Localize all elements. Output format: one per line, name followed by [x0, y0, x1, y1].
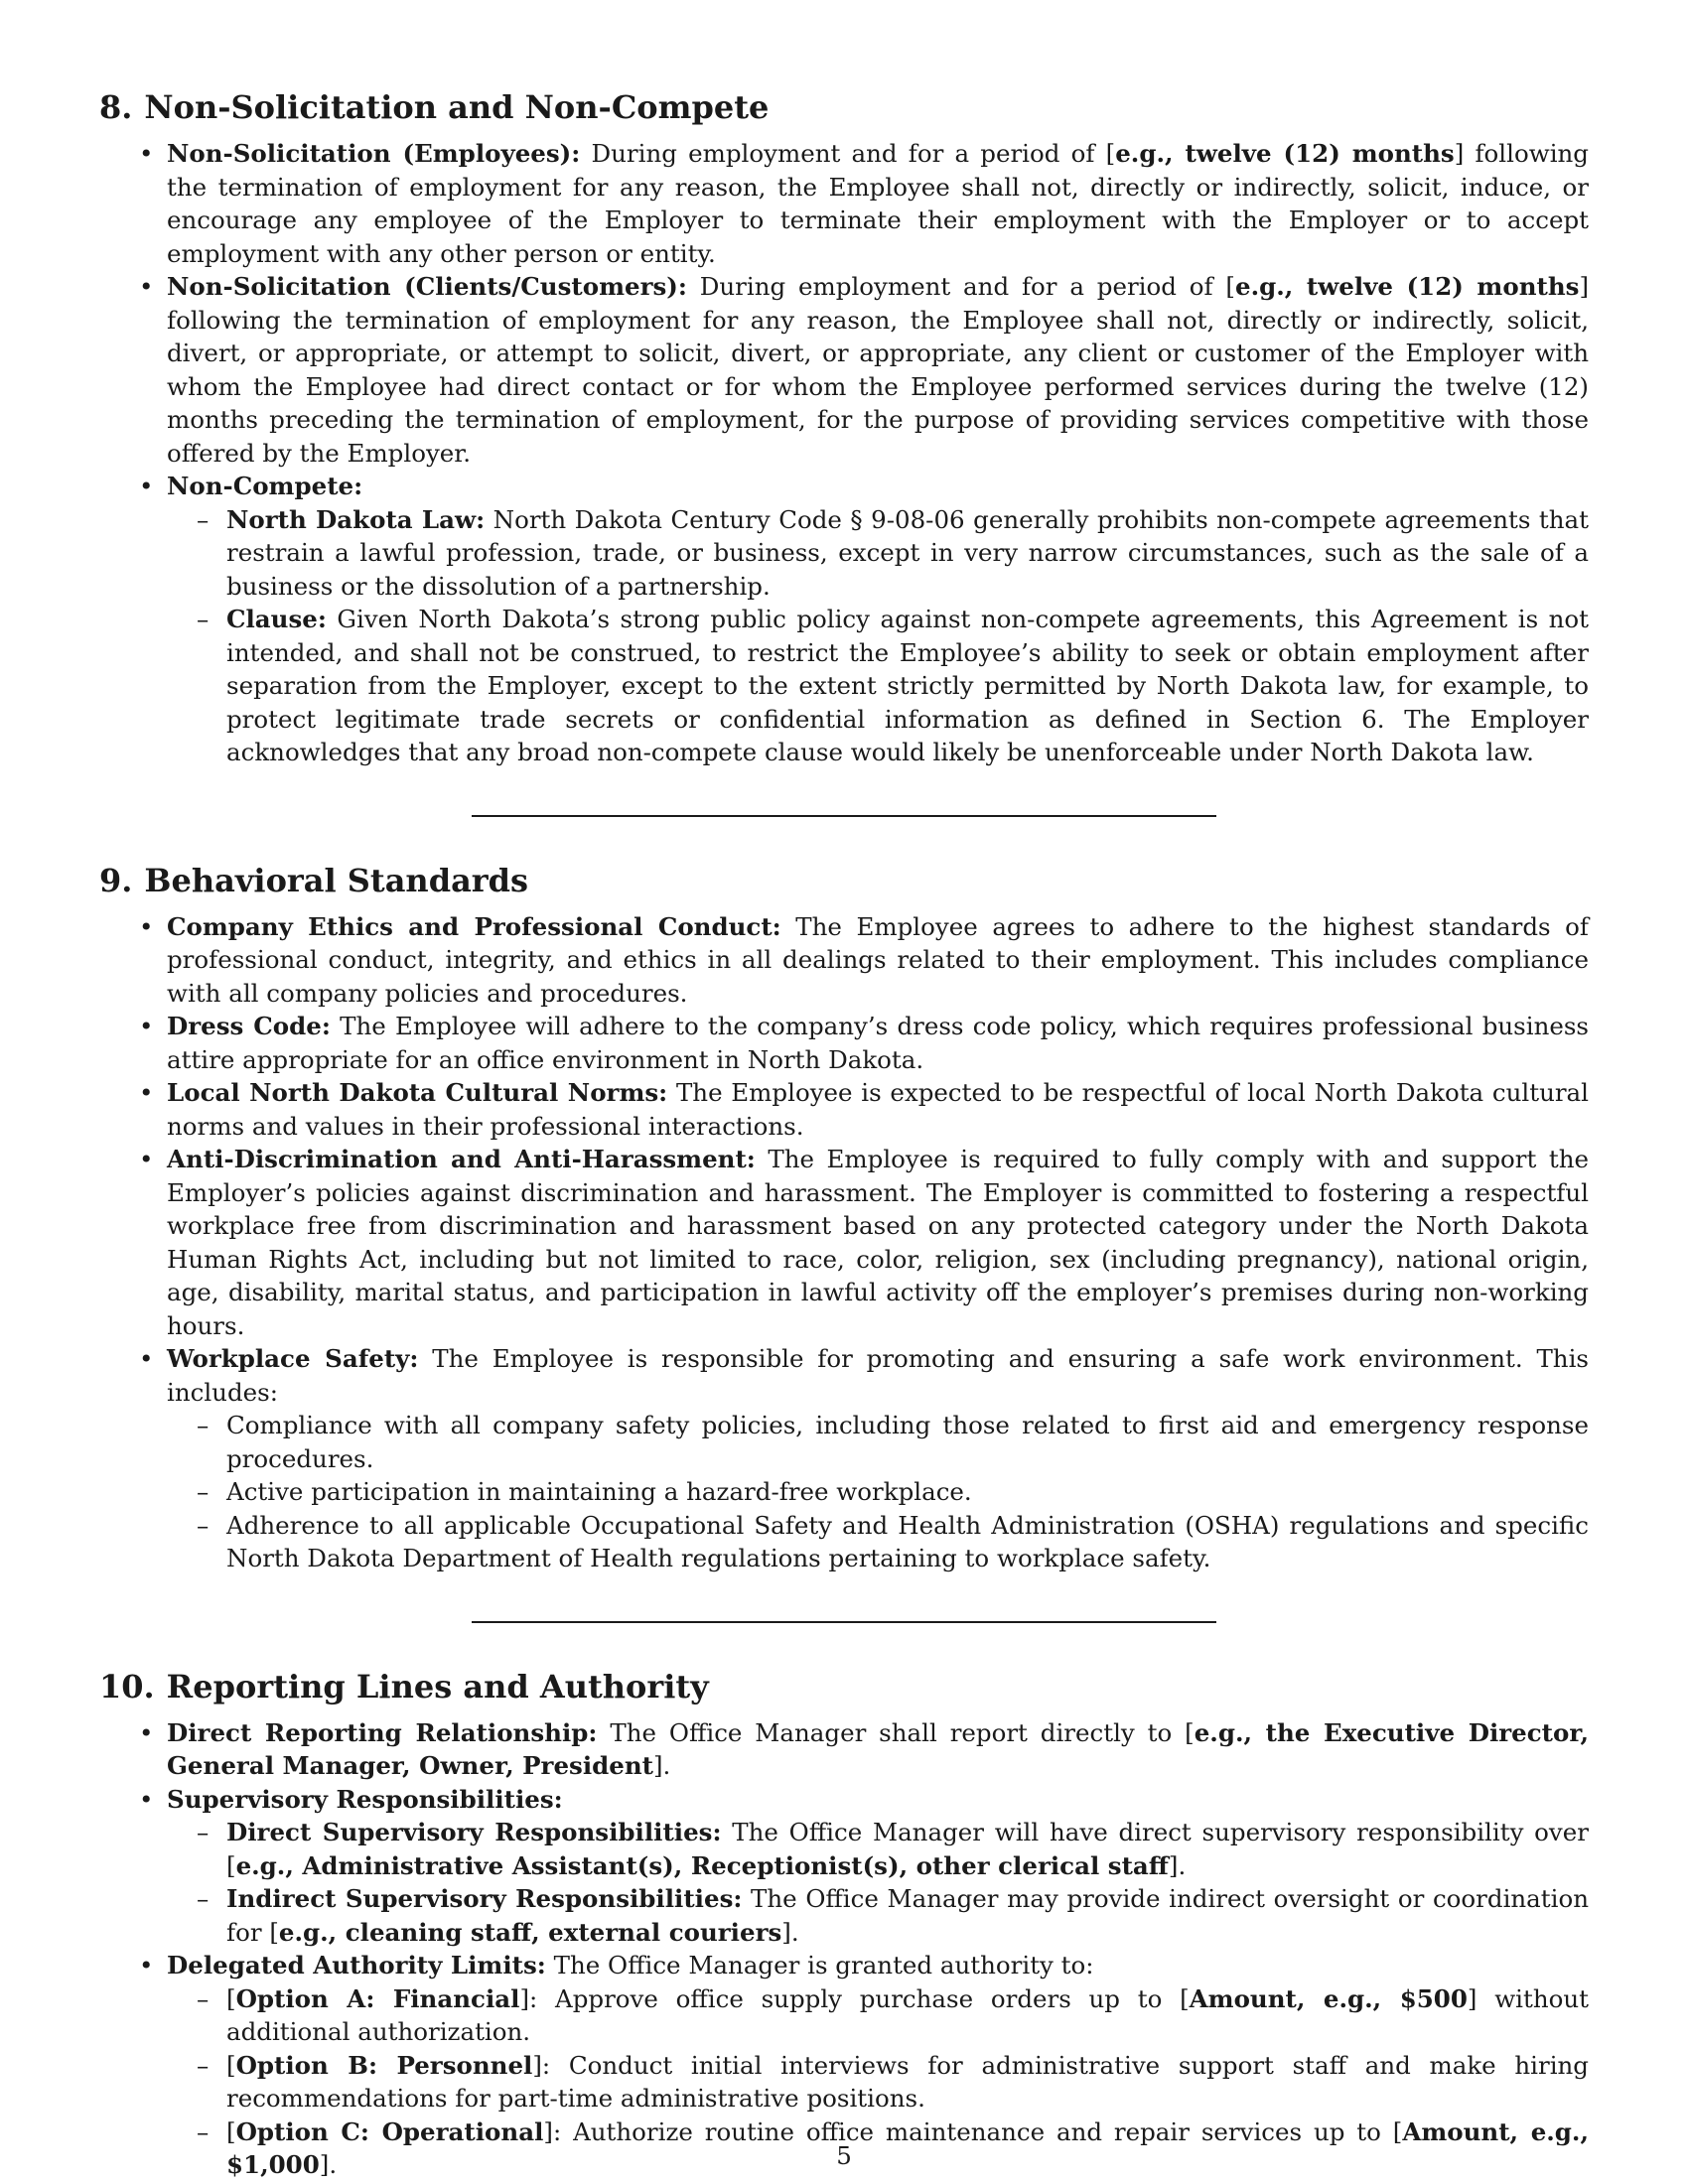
item-text: The Office Manager may provide indirect oversight or coordination for [ [226, 1884, 1589, 1947]
page-number: 5 [836, 2141, 852, 2170]
list-item [99, 1076, 1589, 1143]
section-8 [99, 87, 1589, 769]
item-text: The Employee is expected to be respectful of local North Dakota cultural norms and values in their professional interactions. [167, 1078, 1590, 1141]
item-text: The Employee is responsible for promoting and ensuring a safe work environment. This includes: [167, 1344, 1589, 1407]
item-label: North Dakota Law: [226, 504, 486, 534]
list-item [99, 137, 1589, 270]
item-text: ]. [319, 2150, 338, 2179]
placeholder-text: e.g., cleaning staff, external couriers [278, 1917, 782, 1947]
sub-list-item: – Adherence to all applicable Occupational Safety and Health Administration (OSHA) regulations and specific North Dakota Department of Health regulations pertaining to workplace safety. [167, 1509, 1589, 1575]
section-divider [472, 1621, 1216, 1623]
option-label: Option C: Operational [235, 2116, 544, 2146]
item-label: Supervisory Responsibilities: [167, 1784, 563, 1814]
sub-list-item [167, 1816, 1589, 1882]
bullet-list [99, 1716, 1589, 2182]
item-label: Local North Dakota Cultural Norms: [167, 1078, 668, 1107]
item-label: Indirect Supervisory Responsibilities: [226, 1884, 743, 1913]
list-item [99, 1010, 1589, 1076]
list-item [99, 1783, 1589, 1950]
option-label: Option B: Personnel [235, 2050, 533, 2080]
item-label: Non-Solicitation (Employees): [167, 139, 581, 168]
item-text: ]. [653, 1751, 671, 1780]
sub-list [167, 1409, 1589, 1575]
placeholder-text: e.g., the Executive Director, General Manager, Owner, President [167, 1717, 1589, 1780]
item-text: North Dakota Century Code § 9-08-06 generally prohibits non-compete agreements that restrain a lawful profession, trade, or business, except in very narrow circumstances, such as the sale of a business or the dissolution of a partnership. [226, 504, 1589, 601]
section-number: 9. [99, 861, 133, 899]
item-label: Clause: [226, 605, 327, 633]
placeholder-text: Amount, e.g., $500 [1189, 1983, 1468, 2013]
item-text: ]: Approve office supply purchase orders up to [ [519, 1983, 1190, 2013]
item-label: Company Ethics and Professional Conduct: [167, 911, 781, 941]
list-item [99, 470, 1589, 769]
item-text: The Employee will adhere to the company’s dress code policy, which requires professional business attire appropriate for an office environment in North Dakota. [167, 1012, 1590, 1074]
bullet-list [99, 910, 1589, 1575]
item-text: ] without additional authorization. [226, 1983, 1590, 2046]
placeholder-text: e.g., twelve (12) months [1115, 139, 1455, 168]
item-label: Non-Solicitation (Clients/Customers): [167, 272, 687, 301]
sub-list-item [167, 1882, 1589, 1949]
placeholder-text: Amount, e.g., $1,000 [226, 2116, 1589, 2179]
section-heading [99, 87, 1589, 127]
sub-list-item [167, 503, 1589, 604]
placeholder-text: e.g., Administrative Assistant(s), Receptionist(s), other clerical staff [235, 1850, 1169, 1880]
list-item [99, 1143, 1589, 1342]
sub-list-item [167, 2049, 1589, 2116]
item-text: The Employee agrees to adhere to the highest standards of professional conduct, integrity, and ethics in all dealings related to their employment. This includes compliance with all company policies and procedures. [167, 911, 1590, 1008]
item-text: During employment and for a period of [ [580, 139, 1116, 168]
section-title: Reporting Lines and Authority [166, 1667, 709, 1706]
item-label: Anti-Discrimination and Anti-Harassment: [167, 1145, 756, 1173]
item-text: During employment and for a period of [ [686, 272, 1235, 301]
item-text: ] following the termination of employment for any reason, the Employee shall not, directly or indirectly, solicit, divert, or appropriate, or attempt to solicit, divert, or appropriate, any client or customer of the Employer with whom the Employee had direct contact or for whom the Employee performed services during the twelve (12) months preceding the termination of employment, for the purpose of providing services competitive with those offered by the Employer. [167, 272, 1589, 468]
item-text: The Employee is required to fully comply with and support the Employer’s policies against discrimination and harassment. The Employer is committed to fostering a respectful workplace free from discrimination and harassment based on any protected category under the North Dakota Human Rights Act, including but not limited to race, color, religion, sex (including pregnancy), national origin, age, disability, marital status, and participation in lawful activity off the employer’s premises during non-working hours. [167, 1145, 1589, 1340]
bracket: [ [226, 1983, 236, 2013]
item-label: Workplace Safety: [167, 1344, 419, 1373]
bracket: [ [226, 2116, 236, 2146]
item-label: Dress Code: [167, 1012, 331, 1040]
section-number: 8. [99, 88, 133, 126]
item-label: Direct Supervisory Responsibilities: [226, 1818, 722, 1846]
sub-list-item [167, 1982, 1589, 2049]
section-heading [99, 1667, 1589, 1706]
item-text: The Office Manager will have direct supervisory responsibility over [ [226, 1818, 1589, 1880]
list-item [99, 1342, 1589, 1575]
section-title: Non-Solicitation and Non-Compete [144, 88, 770, 126]
bracket: [ [226, 2050, 236, 2080]
section-divider [472, 815, 1216, 817]
placeholder-text: e.g., twelve (12) months [1234, 272, 1580, 301]
item-text: ]: Authorize routine office maintenance and repair services up to [ [543, 2116, 1403, 2146]
item-text: Given North Dakota’s strong public policy against non-compete agreements, this Agreement is not intended, and shall not be construed, to restrict the Employee’s ability to seek or obtain employment after separation from the Employer, except to the extent strictly permitted by North Dakota law, for example, to protect legitimate trade secrets or confidential information as defined in Section 6. The Employer acknowledges that any broad non-compete clause would likely be unenforceable under North Dakota law. [226, 605, 1589, 766]
item-label: Direct Reporting Relationship: [167, 1717, 598, 1747]
item-text: ]. [1168, 1850, 1187, 1880]
option-label: Option A: Financial [235, 1983, 520, 2013]
section-9 [99, 861, 1589, 1575]
item-label: Non-Compete: [167, 472, 363, 500]
sub-list [167, 503, 1589, 769]
list-item [99, 270, 1589, 470]
sub-list-item: – Compliance with all company safety policies, including those related to first aid and emergency response procedures. [167, 1409, 1589, 1475]
section-heading [99, 861, 1589, 900]
item-label: Delegated Authority Limits: [167, 1951, 546, 1979]
bullet-list [99, 137, 1589, 769]
section-title: Behavioral Standards [144, 861, 529, 899]
section-10 [99, 1667, 1589, 2182]
section-number: 10. [99, 1667, 155, 1706]
list-item [99, 1716, 1589, 1783]
item-text: The Office Manager shall report directly to [ [597, 1717, 1195, 1747]
item-text: The Office Manager is granted authority to: [545, 1951, 1094, 1979]
item-text: ] following the termination of employment for any reason, the Employee shall not, directly or indirectly, solicit, induce, or encourage any employee of the Employer to terminate their employment with the Employer or to accept employment with any other person or entity. [167, 139, 1589, 268]
sub-list-item: – Active participation in maintaining a hazard-free workplace. [167, 1475, 1589, 1509]
sub-list [167, 1816, 1589, 1949]
list-item [99, 910, 1589, 1011]
item-text: ]: Conduct initial interviews for administrative support staff and make hiring recommendations for part-time administrative positions. [226, 2050, 1589, 2113]
item-text: ]. [781, 1917, 799, 1947]
sub-list-item [167, 603, 1589, 769]
